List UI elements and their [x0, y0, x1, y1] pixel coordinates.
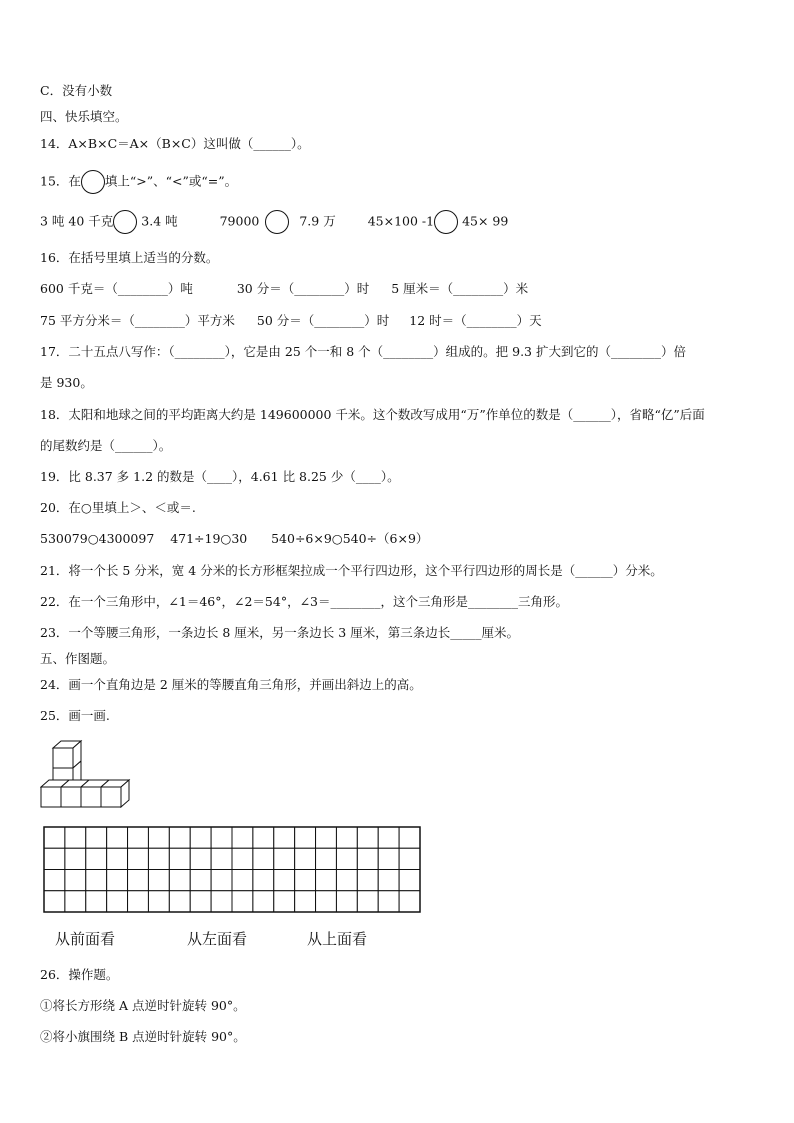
- grid-cell[interactable]: [190, 891, 211, 912]
- q16-f: 12 时＝（________）天: [409, 313, 542, 328]
- question-20: 20．在○里填上＞、＜或＝.: [40, 500, 196, 515]
- grid-cell[interactable]: [211, 870, 232, 891]
- grid-cell[interactable]: [357, 827, 378, 848]
- grid-cell[interactable]: [148, 870, 169, 891]
- section-five-heading: 五、作图题。: [40, 651, 116, 666]
- grid-cell[interactable]: [211, 848, 232, 869]
- grid-cell[interactable]: [378, 891, 399, 912]
- item-c-left: 45×100 -1: [367, 213, 435, 229]
- q16-d: 75 平方分米＝（________）平方米: [40, 313, 235, 328]
- grid-cell[interactable]: [399, 870, 420, 891]
- grid-cell[interactable]: [107, 827, 128, 848]
- question-26: 26．操作题。: [40, 967, 119, 982]
- question-18: 18．太阳和地球之间的平均距离大约是 149600000 千米。这个数改写成用“万”作单位的数是（______），省略“亿”后面: [40, 407, 705, 422]
- grid-cell[interactable]: [399, 891, 420, 912]
- grid-cell[interactable]: [357, 870, 378, 891]
- grid-cell[interactable]: [378, 827, 399, 848]
- grid-cell[interactable]: [357, 848, 378, 869]
- grid-cell[interactable]: [295, 870, 316, 891]
- drawing-grid[interactable]: [43, 826, 421, 913]
- question-21: 21．将一个长 5 分米，宽 4 分米的长方形框架拉成一个平行四边形，这个平行四边形的周长是（______）分米。: [40, 563, 663, 578]
- q16-c: 5 厘米＝（________）米: [391, 281, 529, 296]
- grid-cell[interactable]: [399, 827, 420, 848]
- item-b-right: 7.9 万: [299, 213, 336, 229]
- grid-cell[interactable]: [211, 891, 232, 912]
- grid-cell[interactable]: [295, 848, 316, 869]
- question-15-suffix: 填上“>”、“<”或“=”。: [104, 173, 238, 189]
- section-four-heading: 四、快乐填空。: [40, 109, 128, 124]
- compare-circle-icon: [81, 170, 105, 194]
- grid-cell[interactable]: [274, 891, 295, 912]
- grid-cell[interactable]: [190, 870, 211, 891]
- grid-cell[interactable]: [44, 891, 65, 912]
- option-c: C．没有小数: [40, 83, 113, 98]
- question-19: 19．比 8.37 多 1.2 的数是（____），4.61 比 8.25 少（____）。: [40, 469, 400, 484]
- view-left-label: 从左面看: [187, 930, 248, 948]
- grid-cell[interactable]: [399, 848, 420, 869]
- answer-circle-a-icon[interactable]: [113, 210, 137, 234]
- item-a-right: 3.4 吨: [141, 213, 178, 229]
- grid-cell[interactable]: [190, 827, 211, 848]
- grid-cell[interactable]: [65, 870, 86, 891]
- q16-e: 50 分＝（________）时: [256, 313, 390, 328]
- grid-cell[interactable]: [316, 827, 337, 848]
- grid-cell[interactable]: [65, 848, 86, 869]
- grid-cell[interactable]: [253, 891, 274, 912]
- grid-cell[interactable]: [211, 827, 232, 848]
- answer-circle-b-icon[interactable]: [265, 210, 289, 234]
- grid-cell[interactable]: [336, 848, 357, 869]
- grid-cell[interactable]: [336, 891, 357, 912]
- grid-cell[interactable]: [169, 891, 190, 912]
- grid-cell[interactable]: [274, 848, 295, 869]
- cube-stack-figure: [40, 738, 132, 808]
- grid-cell[interactable]: [357, 891, 378, 912]
- item-c-right: 45× 99: [462, 213, 509, 229]
- grid-cell[interactable]: [336, 870, 357, 891]
- question-22: 22．在一个三角形中，∠1＝46°，∠2＝54°，∠3＝________，这个三角形是________三角形。: [40, 594, 568, 609]
- grid-cell[interactable]: [274, 870, 295, 891]
- grid-cell[interactable]: [190, 848, 211, 869]
- task-1: ①将长方形绕 A 点逆时针旋转 90°。: [40, 998, 246, 1013]
- grid-cell[interactable]: [232, 870, 253, 891]
- answer-circle-c-icon[interactable]: [434, 210, 458, 234]
- grid-cell[interactable]: [107, 848, 128, 869]
- question-16-row1: [40, 281, 528, 297]
- task-2: ②将小旗围绕 B 点逆时针旋转 90°。: [40, 1029, 246, 1044]
- grid-cell[interactable]: [65, 891, 86, 912]
- grid-cell[interactable]: [316, 891, 337, 912]
- question-15: [40, 170, 237, 194]
- grid-cell[interactable]: [253, 870, 274, 891]
- grid-cell[interactable]: [128, 827, 149, 848]
- grid-cell[interactable]: [107, 891, 128, 912]
- item-a-left: 3 吨 40 千克: [40, 213, 114, 229]
- q16-a: 600 千克＝（________）吨: [40, 281, 193, 296]
- grid-cell[interactable]: [295, 891, 316, 912]
- view-top-label: 从上面看: [307, 930, 368, 948]
- grid-cell[interactable]: [128, 891, 149, 912]
- question-15-items: [40, 210, 508, 234]
- grid-cell[interactable]: [253, 827, 274, 848]
- question-15-prefix: 15．在: [40, 173, 81, 189]
- question-25: 25．画一画.: [40, 708, 110, 723]
- grid-cell[interactable]: [86, 848, 107, 869]
- grid-cell[interactable]: [128, 870, 149, 891]
- item-b-left: 79000: [219, 213, 260, 229]
- grid-cell[interactable]: [148, 827, 169, 848]
- grid-cell[interactable]: [128, 848, 149, 869]
- question-24: 24．画一个直角边是 2 厘米的等腰直角三角形，并画出斜边上的高。: [40, 677, 422, 692]
- grid-cell[interactable]: [169, 848, 190, 869]
- grid-cell[interactable]: [44, 827, 65, 848]
- grid-cell[interactable]: [232, 891, 253, 912]
- grid-cell[interactable]: [253, 848, 274, 869]
- grid-cell[interactable]: [232, 848, 253, 869]
- grid-cell[interactable]: [148, 891, 169, 912]
- grid-cell[interactable]: [169, 827, 190, 848]
- grid-cell[interactable]: [44, 848, 65, 869]
- question-17-cont: 是 930。: [40, 375, 93, 390]
- grid-cell[interactable]: [295, 827, 316, 848]
- question-16-row2: [40, 313, 542, 329]
- grid-cell[interactable]: [86, 870, 107, 891]
- grid-cell[interactable]: [274, 827, 295, 848]
- grid-cell[interactable]: [44, 870, 65, 891]
- grid-cell[interactable]: [232, 827, 253, 848]
- grid-cell[interactable]: [316, 870, 337, 891]
- question-18-cont: 的尾数约是（______）。: [40, 438, 172, 453]
- grid-cell[interactable]: [169, 870, 190, 891]
- grid-cell[interactable]: [86, 827, 107, 848]
- grid-cell[interactable]: [107, 870, 128, 891]
- question-23: 23．一个等腰三角形，一条边长 8 厘米，另一条边长 3 厘米，第三条边长_____厘米。: [40, 625, 519, 640]
- grid-cell[interactable]: [65, 827, 86, 848]
- grid-cell[interactable]: [316, 848, 337, 869]
- grid-cell[interactable]: [378, 848, 399, 869]
- q16-b: 30 分＝（________）时: [236, 281, 370, 296]
- question-17: 17．二十五点八写作：（________），它是由 25 个一和 8 个（________）组成的。把 9.3 扩大到它的（________）倍: [40, 344, 686, 359]
- grid-cell[interactable]: [378, 870, 399, 891]
- question-16: 16．在括号里填上适当的分数。: [40, 250, 219, 265]
- grid-cell[interactable]: [148, 848, 169, 869]
- grid-cell[interactable]: [336, 827, 357, 848]
- question-20-items: 530079○4300097 471÷19○30 540÷6×9○540÷（6×9）: [40, 531, 429, 546]
- view-front-label: 从前面看: [55, 930, 116, 948]
- question-14: 14．A×B×C＝A×（B×C）这叫做（______）。: [40, 136, 310, 151]
- grid-cell[interactable]: [86, 891, 107, 912]
